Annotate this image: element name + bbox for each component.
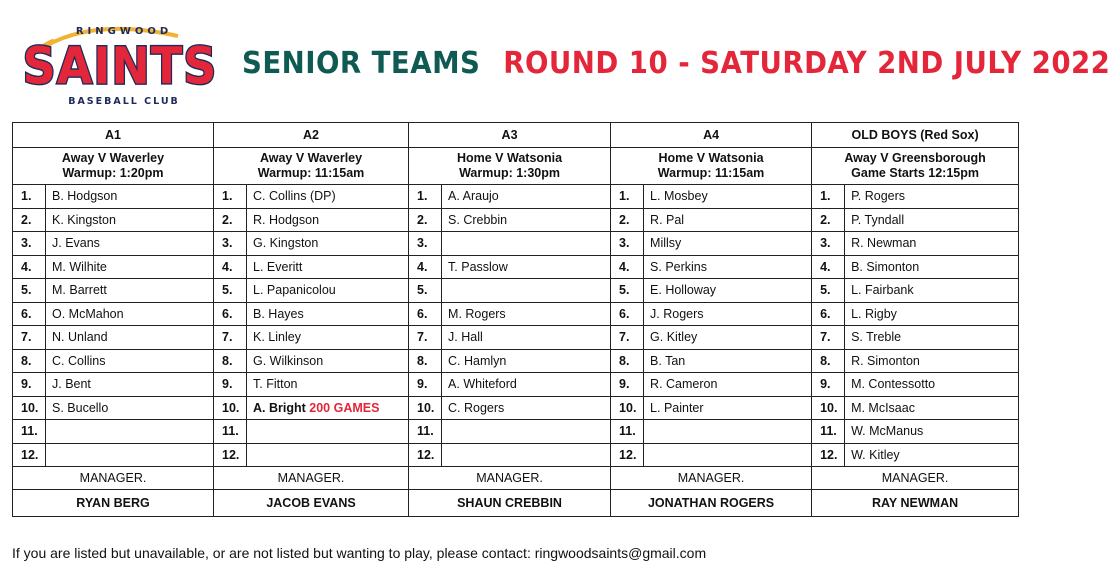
player-name: G. Kingston bbox=[247, 232, 409, 256]
team-name: A2 bbox=[214, 123, 409, 148]
game-info bbox=[409, 148, 611, 185]
player-name: M. Wilhite bbox=[46, 255, 214, 279]
player-name: M. McIsaac bbox=[845, 396, 1019, 420]
player-name-text: A. Bright bbox=[253, 400, 306, 415]
player-number: 1. bbox=[214, 185, 247, 209]
player-number: 8. bbox=[812, 349, 845, 373]
manager-name: SHAUN CREBBIN bbox=[409, 490, 611, 517]
player-name: W. McManus bbox=[845, 420, 1019, 444]
player-name: B. Simonton bbox=[845, 255, 1019, 279]
player-number: 2. bbox=[13, 208, 46, 232]
player-number: 6. bbox=[611, 302, 644, 326]
player-number: 1. bbox=[409, 185, 442, 209]
player-number: 12. bbox=[214, 443, 247, 467]
player-name: R. Newman bbox=[845, 232, 1019, 256]
player-name: J. Evans bbox=[46, 232, 214, 256]
player-number: 12. bbox=[409, 443, 442, 467]
player-number: 7. bbox=[409, 326, 442, 350]
player-name bbox=[247, 420, 409, 444]
player-name: L. Painter bbox=[644, 396, 812, 420]
player-number: 8. bbox=[409, 349, 442, 373]
player-name: B. Hayes bbox=[247, 302, 409, 326]
player-row bbox=[13, 349, 1019, 373]
team-header-row bbox=[13, 123, 1019, 148]
player-number: 10. bbox=[13, 396, 46, 420]
player-name: T. Passlow bbox=[442, 255, 611, 279]
player-name: S. Perkins bbox=[644, 255, 812, 279]
player-row bbox=[13, 443, 1019, 467]
player-name: A. Araujo bbox=[442, 185, 611, 209]
player-name: L. Papanicolou bbox=[247, 279, 409, 303]
title-round-date: ROUND 10 - SATURDAY 2ND JULY 2022 bbox=[503, 46, 1110, 81]
player-number: 3. bbox=[13, 232, 46, 256]
player-number: 9. bbox=[409, 373, 442, 397]
player-name: S. Bucello bbox=[46, 396, 214, 420]
manager-name: JACOB EVANS bbox=[214, 490, 409, 517]
player-number: 8. bbox=[611, 349, 644, 373]
player-name: R. Cameron bbox=[644, 373, 812, 397]
player-name: B. Hodgson bbox=[46, 185, 214, 209]
game-time: Warmup: 1:30pm bbox=[459, 166, 561, 180]
player-row bbox=[13, 232, 1019, 256]
player-number: 10. bbox=[409, 396, 442, 420]
game-opponent: Away V Waverley bbox=[61, 151, 165, 165]
manager-label: MANAGER. bbox=[214, 467, 409, 490]
player-number: 9. bbox=[13, 373, 46, 397]
player-number: 10. bbox=[214, 396, 247, 420]
player-name: L. Fairbank bbox=[845, 279, 1019, 303]
player-number: 7. bbox=[611, 326, 644, 350]
player-number: 2. bbox=[611, 208, 644, 232]
player-number: 3. bbox=[214, 232, 247, 256]
player-name bbox=[247, 396, 409, 420]
game-info bbox=[13, 148, 214, 185]
player-number: 5. bbox=[611, 279, 644, 303]
player-name: L. Mosbey bbox=[644, 185, 812, 209]
player-number: 3. bbox=[812, 232, 845, 256]
player-name: J. Rogers bbox=[644, 302, 812, 326]
player-name: O. McMahon bbox=[46, 302, 214, 326]
player-number: 6. bbox=[13, 302, 46, 326]
player-name: E. Holloway bbox=[644, 279, 812, 303]
player-name: C. Rogers bbox=[442, 396, 611, 420]
player-name: M. Rogers bbox=[442, 302, 611, 326]
player-name: G. Wilkinson bbox=[247, 349, 409, 373]
player-number: 9. bbox=[812, 373, 845, 397]
page-title bbox=[242, 46, 1110, 81]
player-name bbox=[46, 420, 214, 444]
player-number: 2. bbox=[409, 208, 442, 232]
player-name: R. Hodgson bbox=[247, 208, 409, 232]
player-name bbox=[442, 420, 611, 444]
player-name: S. Crebbin bbox=[442, 208, 611, 232]
player-number: 2. bbox=[812, 208, 845, 232]
player-number: 1. bbox=[611, 185, 644, 209]
player-number: 5. bbox=[214, 279, 247, 303]
team-name: A3 bbox=[409, 123, 611, 148]
player-number: 7. bbox=[13, 326, 46, 350]
player-number: 1. bbox=[13, 185, 46, 209]
player-number: 10. bbox=[611, 396, 644, 420]
player-number: 6. bbox=[812, 302, 845, 326]
game-opponent: Home V Watsonia bbox=[658, 151, 764, 165]
player-name: S. Treble bbox=[845, 326, 1019, 350]
player-row bbox=[13, 185, 1019, 209]
player-number: 12. bbox=[812, 443, 845, 467]
player-name: K. Kingston bbox=[46, 208, 214, 232]
player-number: 9. bbox=[214, 373, 247, 397]
player-name: J. Bent bbox=[46, 373, 214, 397]
player-number: 8. bbox=[13, 349, 46, 373]
player-name: C. Hamlyn bbox=[442, 349, 611, 373]
team-name: A1 bbox=[13, 123, 214, 148]
player-number: 4. bbox=[812, 255, 845, 279]
ringwood-saints-logo bbox=[22, 22, 218, 108]
player-row bbox=[13, 396, 1019, 420]
player-number: 11. bbox=[611, 420, 644, 444]
player-row bbox=[13, 208, 1019, 232]
game-time: Warmup: 11:15am bbox=[657, 166, 765, 180]
player-row bbox=[13, 255, 1019, 279]
manager-label: MANAGER. bbox=[611, 467, 812, 490]
team-name: OLD BOYS (Red Sox) bbox=[812, 123, 1019, 148]
player-name: P. Tyndall bbox=[845, 208, 1019, 232]
player-name: R. Simonton bbox=[845, 349, 1019, 373]
roster-table bbox=[12, 122, 1019, 517]
player-name: P. Rogers bbox=[845, 185, 1019, 209]
manager-label: MANAGER. bbox=[812, 467, 1019, 490]
game-time: Game Starts 12:15pm bbox=[851, 166, 979, 180]
player-number: 4. bbox=[214, 255, 247, 279]
player-name bbox=[644, 443, 812, 467]
player-number: 4. bbox=[611, 255, 644, 279]
player-number: 5. bbox=[812, 279, 845, 303]
player-row bbox=[13, 373, 1019, 397]
game-time: Warmup: 11:15am bbox=[257, 166, 365, 180]
player-row bbox=[13, 326, 1019, 350]
player-number: 6. bbox=[409, 302, 442, 326]
manager-label-row bbox=[13, 467, 1019, 490]
player-number: 4. bbox=[13, 255, 46, 279]
player-name: K. Linley bbox=[247, 326, 409, 350]
logo-main-text: SAINTS bbox=[22, 37, 218, 97]
player-name: A. Whiteford bbox=[442, 373, 611, 397]
player-number: 12. bbox=[13, 443, 46, 467]
player-number: 11. bbox=[409, 420, 442, 444]
player-name bbox=[442, 279, 611, 303]
player-name bbox=[644, 420, 812, 444]
player-number: 7. bbox=[812, 326, 845, 350]
player-number: 8. bbox=[214, 349, 247, 373]
game-opponent: Away V Greensborough bbox=[844, 151, 986, 165]
manager-name: RAY NEWMAN bbox=[812, 490, 1019, 517]
player-name: L. Everitt bbox=[247, 255, 409, 279]
player-number: 9. bbox=[611, 373, 644, 397]
manager-name: JONATHAN ROGERS bbox=[611, 490, 812, 517]
manager-label: MANAGER. bbox=[13, 467, 214, 490]
footer-contact-note: If you are listed but unavailable, or are not listed but wanting to play, please contact: ringwoodsaints@gmail.com bbox=[12, 545, 707, 561]
manager-name: RYAN BERG bbox=[13, 490, 214, 517]
player-number: 5. bbox=[409, 279, 442, 303]
player-name: T. Fitton bbox=[247, 373, 409, 397]
player-number: 3. bbox=[409, 232, 442, 256]
player-name: C. Collins bbox=[46, 349, 214, 373]
player-number: 4. bbox=[409, 255, 442, 279]
player-number: 10. bbox=[812, 396, 845, 420]
player-name bbox=[46, 443, 214, 467]
game-info-row bbox=[13, 148, 1019, 185]
player-number: 1. bbox=[812, 185, 845, 209]
game-time: Warmup: 1:20pm bbox=[62, 166, 164, 180]
player-name: M. Contessotto bbox=[845, 373, 1019, 397]
player-name: G. Kitley bbox=[644, 326, 812, 350]
player-number: 3. bbox=[611, 232, 644, 256]
player-name: R. Pal bbox=[644, 208, 812, 232]
logo-bottom-text: BASEBALL CLUB bbox=[68, 96, 180, 107]
game-info bbox=[611, 148, 812, 185]
player-name: N. Unland bbox=[46, 326, 214, 350]
manager-label: MANAGER. bbox=[409, 467, 611, 490]
player-name: W. Kitley bbox=[845, 443, 1019, 467]
title-senior-teams: SENIOR TEAMS bbox=[242, 46, 481, 81]
player-number: 11. bbox=[812, 420, 845, 444]
player-name: B. Tan bbox=[644, 349, 812, 373]
player-name: L. Rigby bbox=[845, 302, 1019, 326]
player-number: 11. bbox=[214, 420, 247, 444]
game-info bbox=[812, 148, 1019, 185]
player-number: 7. bbox=[214, 326, 247, 350]
logo-top-text: RINGWOOD bbox=[75, 26, 173, 37]
game-opponent: Home V Watsonia bbox=[456, 151, 563, 165]
player-number: 5. bbox=[13, 279, 46, 303]
player-row bbox=[13, 279, 1019, 303]
player-number: 11. bbox=[13, 420, 46, 444]
player-row bbox=[13, 302, 1019, 326]
milestone-badge: 200 GAMES bbox=[309, 400, 380, 415]
game-opponent: Away V Waverley bbox=[259, 151, 363, 165]
team-name: A4 bbox=[611, 123, 812, 148]
player-name: Millsy bbox=[644, 232, 812, 256]
player-row bbox=[13, 420, 1019, 444]
player-name bbox=[247, 443, 409, 467]
game-info bbox=[214, 148, 409, 185]
player-name: J. Hall bbox=[442, 326, 611, 350]
player-name bbox=[442, 443, 611, 467]
player-name bbox=[442, 232, 611, 256]
player-name: C. Collins (DP) bbox=[247, 185, 409, 209]
player-number: 12. bbox=[611, 443, 644, 467]
player-number: 2. bbox=[214, 208, 247, 232]
manager-name-row bbox=[13, 490, 1019, 517]
player-number: 6. bbox=[214, 302, 247, 326]
player-name: M. Barrett bbox=[46, 279, 214, 303]
